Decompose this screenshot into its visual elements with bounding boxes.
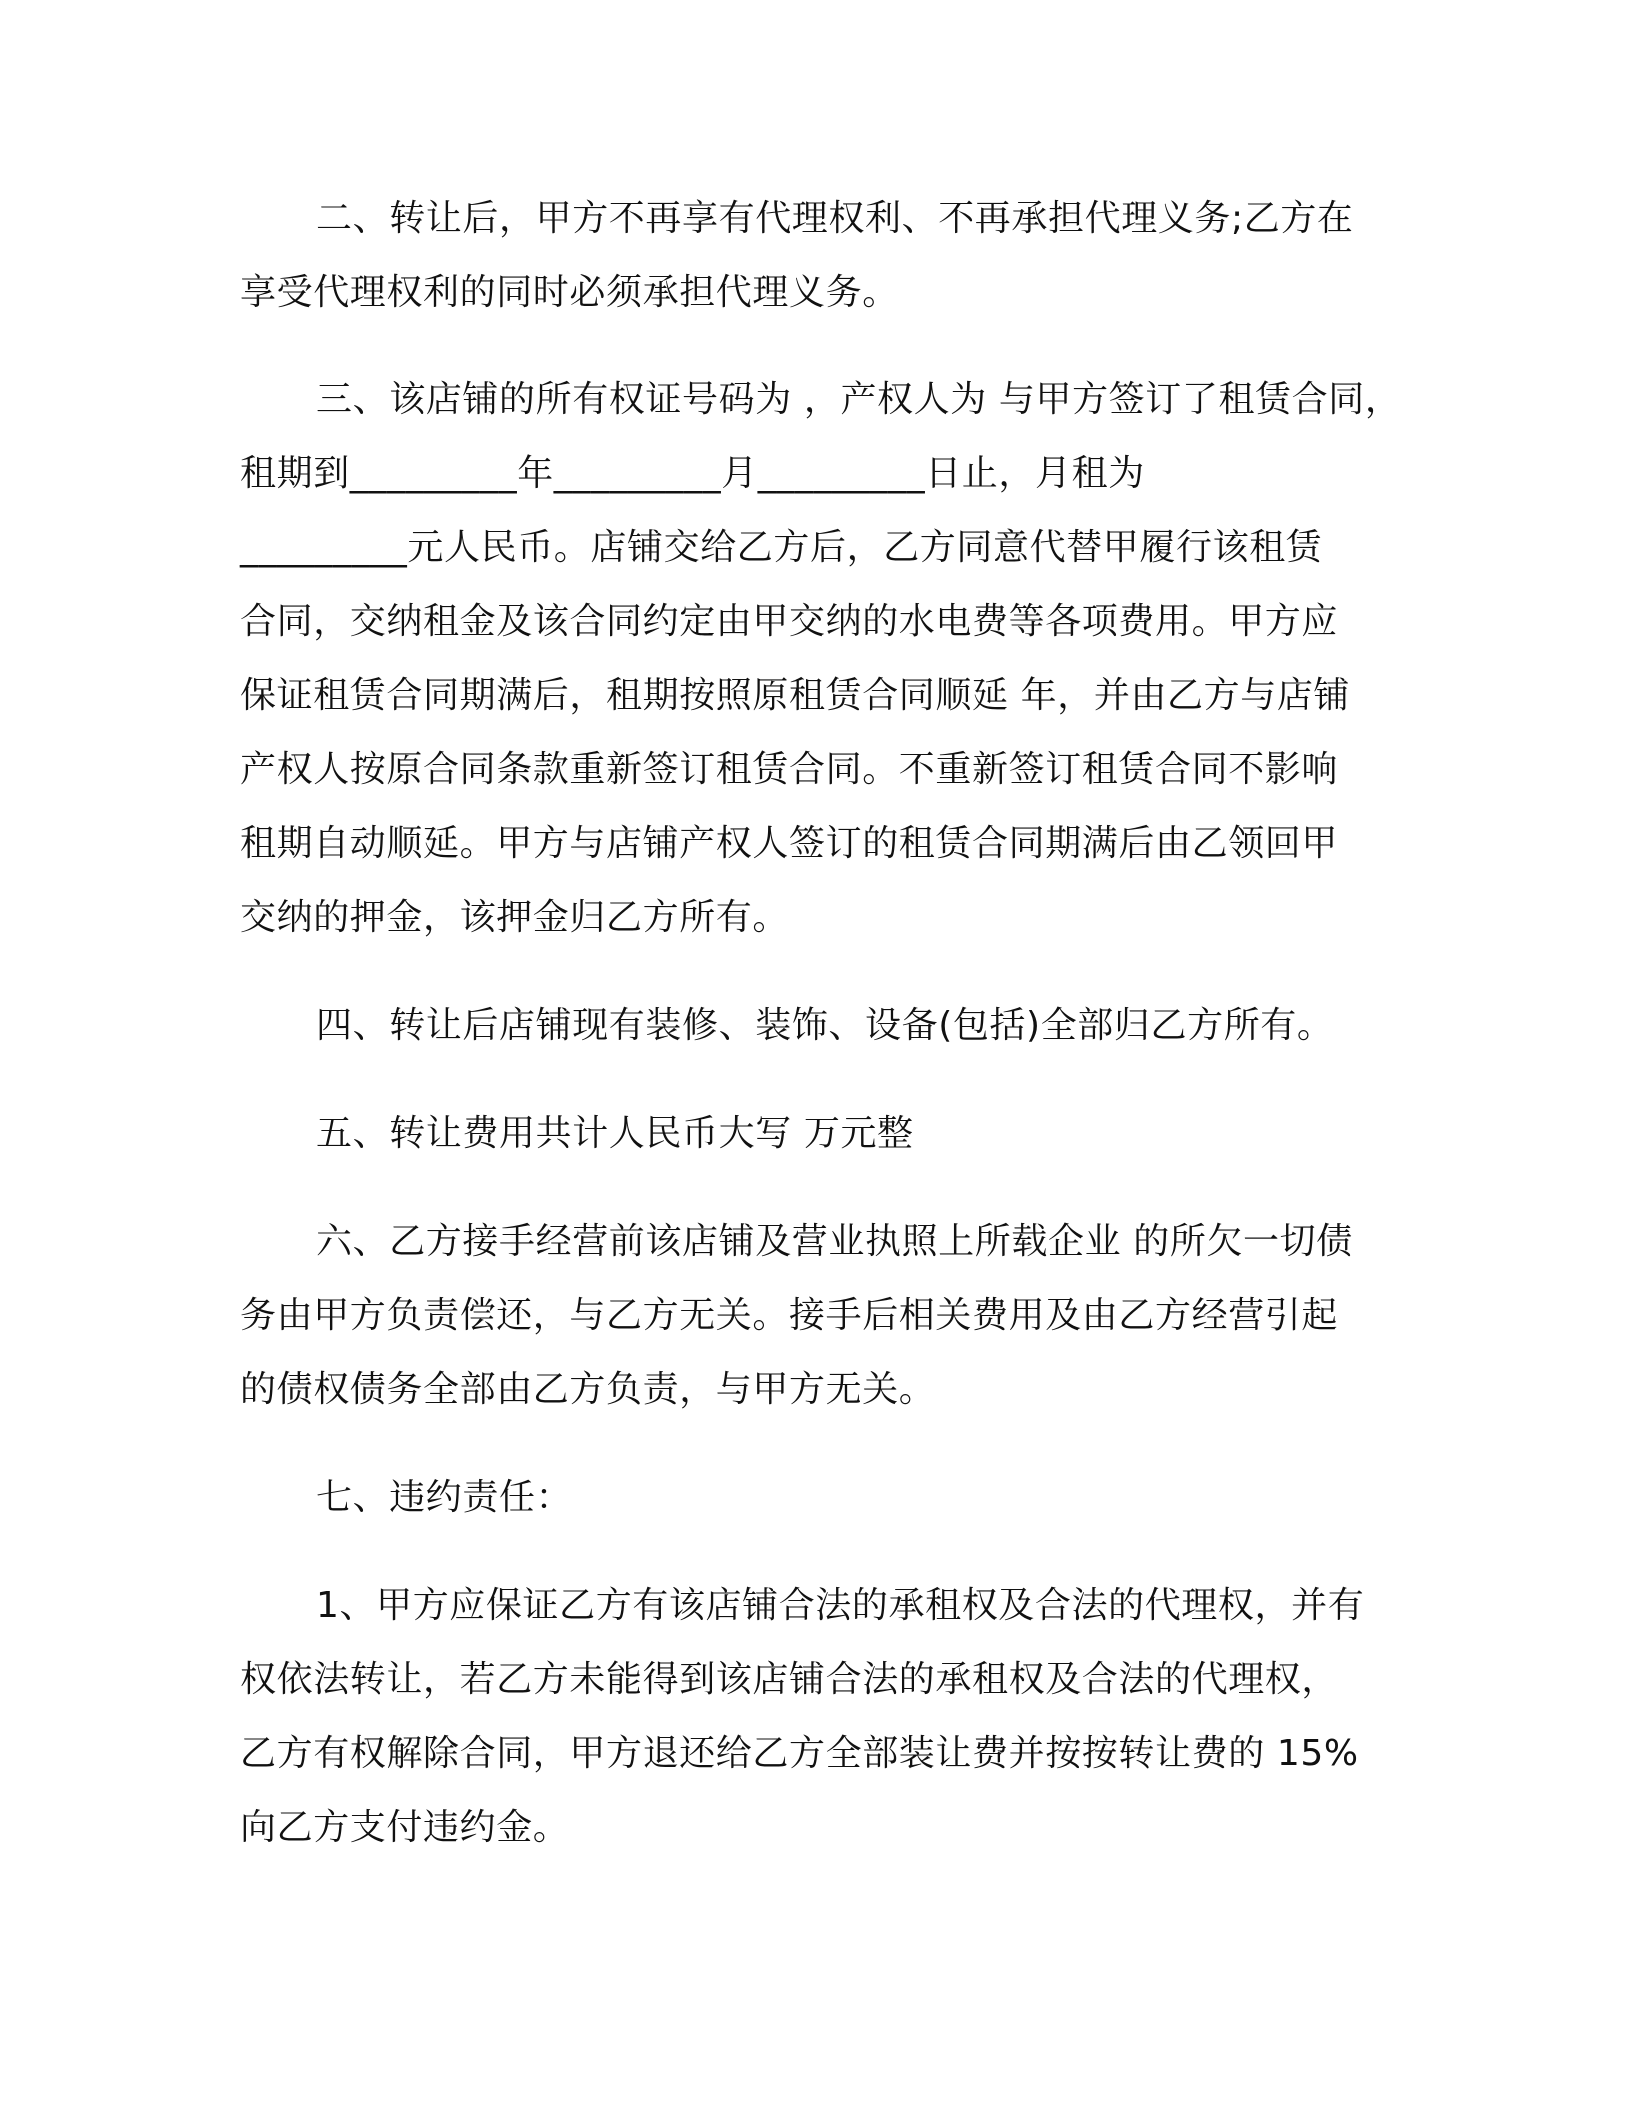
clause-7-item-1-line-2: 权依法转让，若乙方未能得到该店铺合法的承租权及合法的代理权， (240, 1659, 1339, 1700)
clause-2-line-2: 享受代理权利的同时必须承担代理义务。 (240, 272, 899, 313)
clause-7-heading-line: 七、违约责任： (316, 1477, 573, 1518)
clause-5-line-1: 五、转让费用共计人民币大写 万元整 (316, 1113, 914, 1154)
clause-3-line-5: 保证租赁合同期满后，租期按照原租赁合同顺延 年，并由乙方与店铺 (240, 675, 1351, 716)
clause-6-line-2: 务由甲方负责偿还，与乙方无关。接手后相关费用及由乙方经营引起 (240, 1295, 1339, 1336)
clause-3-line-7: 租期自动顺延。甲方与店铺产权人签订的租赁合同期满后由乙领回甲 (240, 823, 1339, 864)
clause-3-line-1: 三、该店铺的所有权证号码为 ，产权人为 与甲方签订了租赁合同， (316, 379, 1402, 420)
clause-2-line-1: 二、转让后，甲方不再享有代理权利、不再承担代理义务;乙方在 (316, 198, 1354, 239)
clause-6-line-3: 的债权债务全部由乙方负责，与甲方无关。 (240, 1369, 936, 1410)
clause-3-line-3: _________元人民币。店铺交给乙方后，乙方同意代替甲履行该租赁 (240, 527, 1323, 568)
clause-4-line-1: 四、转让后店铺现有装修、装饰、设备(包括)全部归乙方所有。 (316, 1005, 1334, 1046)
clause-3-line-8: 交纳的押金，该押金归乙方所有。 (240, 897, 790, 938)
clause-7-item-1-line-3: 乙方有权解除合同，甲方退还给乙方全部装让费并按按转让费的 15% (240, 1733, 1359, 1774)
clause-3-line-2: 租期到_________年_________月_________日止，月租为 (240, 453, 1145, 494)
clause-3-line-6: 产权人按原合同条款重新签订租赁合同。不重新签订租赁合同不影响 (240, 749, 1339, 790)
clause-6-line-1: 六、乙方接手经营前该店铺及营业执照上所载企业 的所欠一切债 (316, 1221, 1353, 1262)
clause-7-item-1-line-1: 1、甲方应保证乙方有该店铺合法的承租权及合法的代理权，并有 (316, 1585, 1365, 1626)
clause-3-line-4: 合同，交纳租金及该合同约定由甲交纳的水电费等各项费用。甲方应 (240, 601, 1339, 642)
clause-7-item-1-line-4: 向乙方支付违约金。 (240, 1807, 570, 1848)
